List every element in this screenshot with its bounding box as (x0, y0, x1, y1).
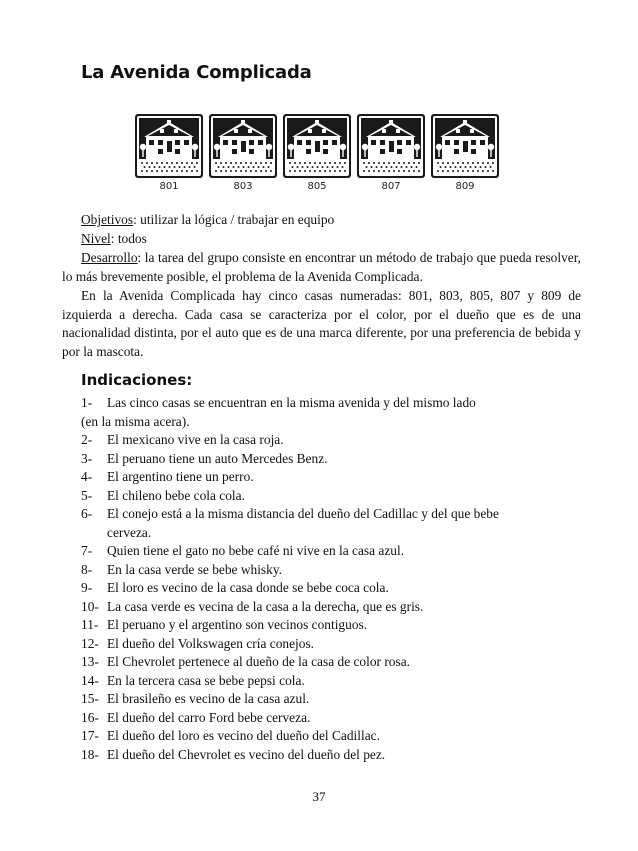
house-number: 807 (381, 181, 401, 192)
list-item (81, 690, 591, 709)
item-text: El dueño del loro es vecino del dueño del Cadillac. (107, 728, 380, 743)
house-icon (356, 113, 426, 179)
list-item (81, 561, 591, 580)
list-item (81, 450, 591, 469)
item-text: El dueño del carro Ford bebe cerveza. (107, 709, 311, 725)
item-text: El argentino tiene un perro. (107, 469, 254, 484)
indicaciones-list (81, 394, 591, 764)
item-number: 8- (81, 561, 93, 577)
indicaciones-heading: Indicaciones: (81, 371, 193, 389)
list-item (81, 709, 591, 728)
list-item (81, 727, 591, 746)
item-text: Las cinco casas se encuentran en la misma avenida y del mismo lado (107, 395, 476, 410)
list-item (81, 431, 591, 450)
item-text: El peruano tiene un auto Mercedes Benz. (107, 450, 328, 466)
item-text: En la tercera casa se bebe pepsi cola. (107, 672, 305, 688)
list-item (81, 487, 591, 506)
item-text: El mexicano vive en la casa roja. (107, 432, 284, 447)
item-number: 10- (81, 598, 99, 614)
list-item (81, 616, 591, 635)
objetivos-label: Objetivos (81, 212, 134, 227)
list-item (81, 394, 591, 413)
house-icon (208, 113, 278, 179)
intro-paragraph: En la Avenida Complicada hay cinco casas numeradas: 801, 803, 805, 807 y 809 de izquierda a derecha. Cada casa se caracteriza por el color, por el dueño que es de una nacionalidad distinta, por el auto que es de una marca diferente, por una preferencia de bebida y por la mascota. (62, 287, 581, 360)
desarrollo-line (62, 249, 581, 287)
list-item (81, 468, 591, 487)
house-805 (282, 113, 352, 179)
item-text: Quien tiene el gato no bebe café ni vive en la casa azul. (107, 543, 405, 558)
item-number: 7- (81, 543, 93, 558)
item-text: La casa verde es vecina de la casa a la derecha, que es gris. (107, 598, 424, 614)
house-number: 805 (307, 181, 327, 192)
item-number: 4- (81, 469, 93, 484)
item-text: El peruano y el argentino son vecinos contiguos. (107, 617, 368, 632)
list-item (81, 598, 591, 617)
item-number: 16- (81, 709, 99, 725)
house-number: 801 (159, 181, 179, 192)
house-801 (134, 113, 204, 179)
house-803 (208, 113, 278, 179)
house-809 (430, 113, 500, 179)
item-number: 9- (81, 580, 93, 595)
item-number: 11- (81, 617, 99, 632)
objetivos-line (62, 211, 581, 230)
item-number: 2- (81, 432, 93, 447)
item-number: 5- (81, 487, 93, 503)
item-number: 12- (81, 635, 99, 651)
list-item (81, 505, 591, 524)
house-number: 803 (233, 181, 253, 192)
nivel-label: Nivel (81, 230, 111, 246)
house-icon (430, 113, 500, 179)
list-item (81, 542, 591, 561)
house-icon (134, 113, 204, 179)
page-title: La Avenida Complicada (81, 62, 312, 83)
house-icon (282, 113, 352, 179)
list-item (81, 746, 591, 765)
page-number: 37 (312, 789, 326, 804)
item-number: 15- (81, 691, 99, 706)
desarrollo-label: Desarrollo (81, 249, 138, 265)
item-number: 13- (81, 654, 99, 669)
intro-section (62, 211, 581, 362)
item-text: El Chevrolet pertenece al dueño de la casa de color rosa. (107, 654, 411, 669)
item-continuation: cerveza. (107, 524, 152, 540)
house-number: 809 (455, 181, 475, 192)
desarrollo-text: : la tarea del grupo consiste en encontrar un método de trabajo que pueda resolver, lo más brevemente posible, el problema de la Avenida Complicada. (62, 249, 581, 284)
house-807 (356, 113, 426, 179)
item-number: 3- (81, 450, 93, 466)
item-text: El dueño del Volkswagen cría conejos. (107, 635, 315, 651)
list-item (81, 653, 591, 672)
list-item (81, 672, 591, 691)
item-text: El chileno bebe cola cola. (107, 487, 245, 503)
nivel-line (62, 230, 581, 249)
item-number: 1- (81, 395, 93, 410)
item-text: El dueño del Chevrolet es vecino del dueño del pez. (107, 746, 386, 762)
item-number: 6- (81, 506, 93, 521)
item-number: 18- (81, 746, 99, 762)
item-continuation: (en la misma acera). (81, 413, 190, 429)
item-number: 17- (81, 728, 99, 743)
objetivos-text: : utilizar la lógica / trabajar en equipo (133, 212, 335, 227)
houses-illustration (134, 113, 500, 193)
list-item (81, 579, 591, 598)
item-text: El conejo está a la misma distancia del dueño del Cadillac y del que bebe (107, 506, 499, 521)
nivel-text: : todos (110, 230, 147, 246)
list-item (81, 635, 591, 654)
item-text: El loro es vecino de la casa donde se bebe coca cola. (107, 580, 389, 595)
item-number: 14- (81, 672, 99, 688)
item-text: En la casa verde se bebe whisky. (107, 561, 282, 577)
item-text: El brasileño es vecino de la casa azul. (107, 691, 310, 706)
